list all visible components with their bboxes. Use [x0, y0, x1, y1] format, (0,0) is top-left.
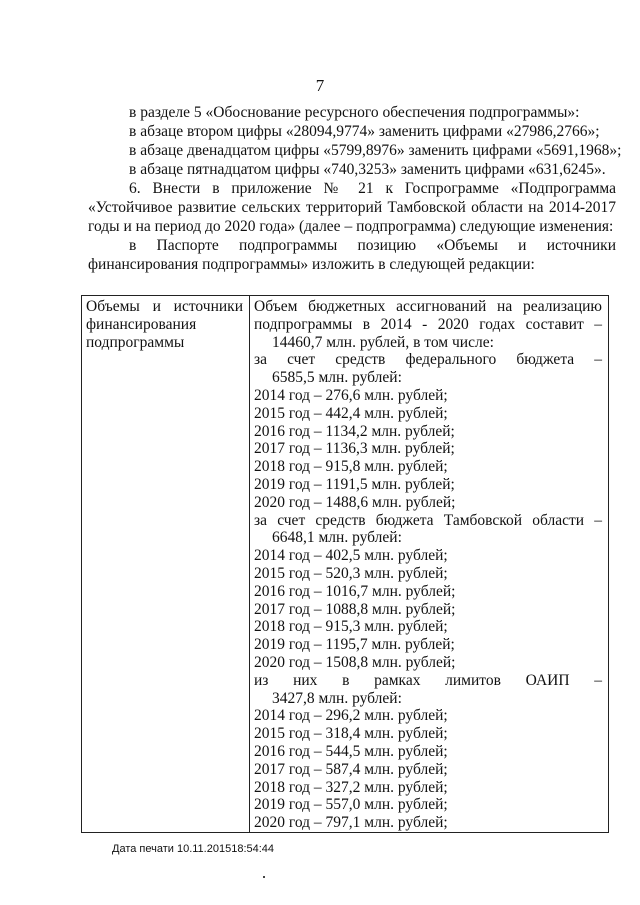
federal-year-item: 2020 год – 1488,6 млн. рублей; — [254, 493, 456, 511]
federal-head: за счет средств федерального бюджета – — [254, 351, 602, 369]
financing-content-cell — [250, 296, 609, 833]
page-number: 7 — [315, 76, 325, 95]
regional-year-item: 2015 год – 520,3 млн. рублей; — [254, 564, 448, 582]
label-line: финансирования — [86, 315, 197, 333]
oaip-year-item: 2014 год – 296,2 млн. рублей; — [254, 707, 448, 725]
financing-table — [81, 295, 609, 833]
oaip-year-item: 2019 год – 557,0 млн. рублей; — [254, 796, 448, 814]
oaip-year-item: 2015 год – 318,4 млн. рублей; — [254, 725, 448, 743]
financing-label-cell — [82, 296, 250, 833]
federal-tail: 6585,5 млн. рублей: — [272, 369, 402, 387]
print-date: Дата печати 10.11.201518:54:44 — [112, 843, 275, 855]
oaip-year-item: 2017 год – 587,4 млн. рублей; — [254, 760, 448, 778]
oaip-year-item: 2020 год – 797,1 млн. рублей; — [254, 814, 448, 832]
total-line: подпрограммы в 2014 - 2020 годах составит – — [254, 315, 602, 333]
total-tail: 14460,7 млн. рублей, в том числе: — [272, 333, 494, 351]
federal-year-item: 2014 год – 276,6 млн. рублей; — [254, 386, 448, 404]
regional-year-item: 2019 год – 1195,7 млн. рублей; — [254, 636, 455, 654]
federal-year-item: 2016 год – 1134,2 млн. рублей; — [254, 422, 455, 440]
federal-year-item: 2017 год – 1136,3 млн. рублей; — [254, 440, 455, 458]
paragraph-passport: в Паспорте подпрограммы позицию «Объемы и источники финансирования подпрограммы» изложить в следующей редакции: — [88, 237, 616, 273]
regional-year-item: 2017 год – 1088,8 млн. рублей; — [254, 600, 456, 618]
regional-tail: 6648,1 млн. рублей: — [272, 529, 402, 547]
regional-year-item: 2016 год – 1016,7 млн. рублей; — [254, 582, 456, 600]
scan-speck — [263, 876, 265, 878]
intro-text — [88, 103, 622, 274]
regional-year-item: 2014 год – 402,5 млн. рублей; — [254, 547, 448, 565]
oaip-year-item: 2016 год – 544,5 млн. рублей; — [254, 742, 448, 760]
intro-line: в абзаце пятнадцатом цифры «740,3253» заменить цифрами «631,6245». — [129, 161, 606, 178]
intro-line: в абзаце втором цифры «28094,9774» заменить цифрами «27986,2766»; — [129, 123, 600, 140]
federal-year-item: 2015 год – 442,4 млн. рублей; — [254, 404, 448, 422]
intro-line: в абзаце двенадцатом цифры «5799,8976» заменить цифрами «5691,1968»; — [129, 142, 622, 159]
regional-year-item: 2018 год – 915,3 млн. рублей; — [254, 618, 448, 636]
federal-year-item: 2018 год – 915,8 млн. рублей; — [254, 458, 448, 476]
label-line: подпрограммы — [86, 333, 185, 351]
regional-year-item: 2020 год – 1508,8 млн. рублей; — [254, 653, 456, 671]
intro-line: в разделе 5 «Обоснование ресурсного обеспечения подпрограммы»: — [129, 104, 580, 121]
federal-year-item: 2019 год – 1191,5 млн. рублей; — [254, 475, 455, 493]
regional-head: за счет средств бюджета Тамбовской области – — [254, 511, 602, 529]
financing-row — [82, 296, 609, 833]
oaip-year-item: 2018 год – 327,2 млн. рублей; — [254, 778, 448, 796]
oaip-tail: 3427,8 млн. рублей: — [272, 689, 402, 707]
oaip-head: из них в рамках лимитов ОАИП – — [254, 671, 602, 689]
label-line: Объемы и источники — [86, 298, 243, 315]
paragraph-6: 6. Внести в приложение № 21 к Госпрограмме «Подпрограмма «Устойчивое развитие сельских территорий Тамбовской области на 2014-2017 годы и на период до 2020 года» (далее – подпрограмма) следующие изменения: — [88, 180, 616, 235]
total-line: Объем бюджетных ассигнований на реализацию — [254, 298, 602, 315]
